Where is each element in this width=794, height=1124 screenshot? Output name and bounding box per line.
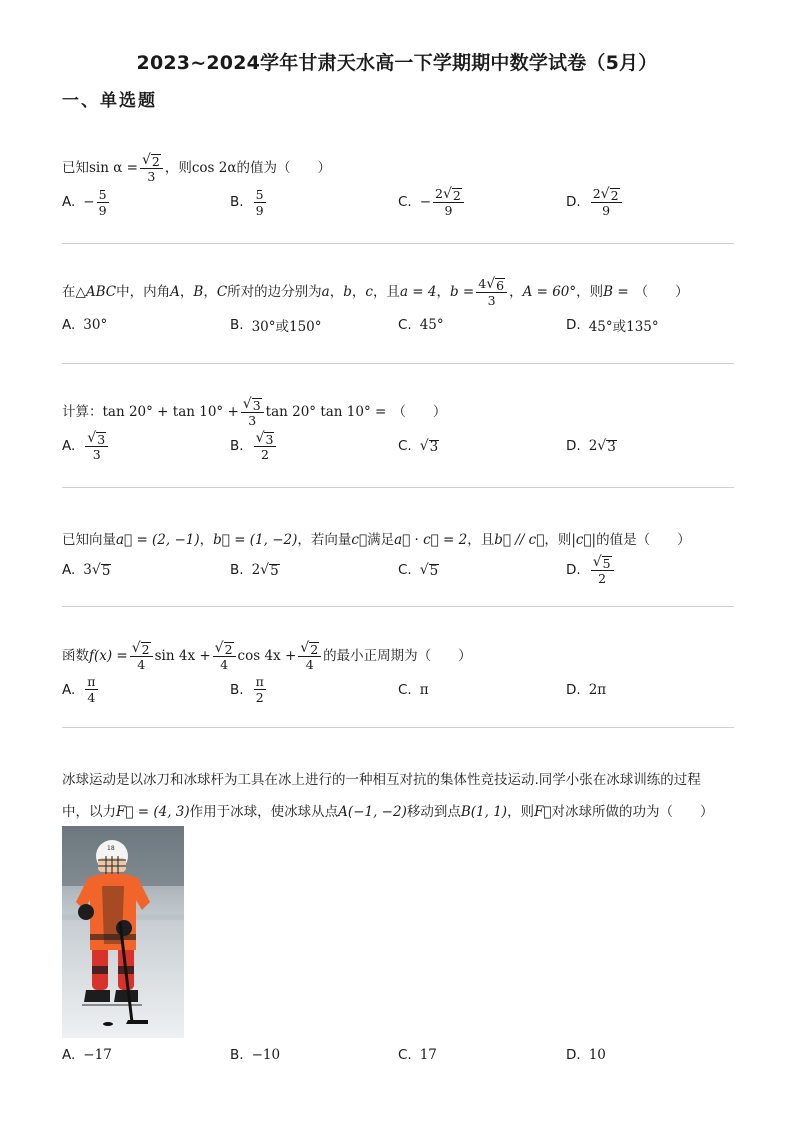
question-1 <box>62 152 734 218</box>
option-b[interactable]: B. √ 3 2 <box>230 430 398 462</box>
option-b[interactable]: B. 30°或150° <box>230 317 322 335</box>
question-5 <box>62 640 734 705</box>
question-4-options <box>62 554 734 586</box>
option-d[interactable]: D. 2π <box>566 681 607 698</box>
option-c[interactable]: C. √ 5 <box>398 562 439 579</box>
option-d[interactable]: D. 10 <box>566 1047 606 1063</box>
option-a[interactable]: A. 30° <box>62 317 108 333</box>
option-c[interactable]: C. √ 3 <box>398 438 439 455</box>
option-a[interactable]: A. 3 √ 5 <box>62 562 111 579</box>
divider <box>62 363 734 364</box>
question-6-options <box>62 1040 734 1070</box>
question-3-options <box>62 430 734 462</box>
option-c[interactable]: C. π <box>398 681 429 698</box>
ice-hockey-player-photo <box>62 826 184 1038</box>
option-b[interactable]: B. −10 <box>230 1047 281 1063</box>
hockey-player-illustration <box>62 826 184 1038</box>
option-b[interactable]: B. $\frac{\pi}{2}$ <box>230 674 264 705</box>
divider <box>62 487 734 488</box>
option-b[interactable]: B. 2 √ 5 <box>230 562 279 579</box>
option-a[interactable]: A. $\frac{\pi}{4}$ <box>62 674 96 705</box>
divider <box>62 727 734 728</box>
helmet-number: 18 <box>107 845 115 852</box>
question-4-stem: 已知向量 a⃗ = (2, −1) ， b⃗ = (1, −2) ，若向量 c⃗ 满足 a⃗ · c⃗ = 2 ，且 b⃗ // c⃗ ，则 |c⃗| 的值是（ ） <box>62 532 691 548</box>
question-1-stem: 已知 sin α = √ 2 3 ，则 cos 2α 的值为（ ） <box>62 152 331 184</box>
question-2-options <box>62 310 734 340</box>
question-2 <box>62 276 734 340</box>
question-6-options-wrap <box>62 1038 734 1070</box>
option-c[interactable]: C. − 2 √ 2 9 <box>398 186 566 218</box>
question-3 <box>62 396 734 462</box>
divider <box>62 606 734 607</box>
option-a[interactable]: A. √ 3 3 <box>62 430 230 462</box>
option-d[interactable]: D. 2 √ 2 9 <box>566 186 734 218</box>
option-a[interactable]: A. − $\frac{5}{9}$ <box>62 186 107 218</box>
option-c[interactable]: C. 17 <box>398 1047 437 1063</box>
question-3-stem: 计算： tan 20° + tan 10° + √ 3 3 tan 20° tan 10° = （ ） <box>62 396 447 428</box>
question-4 <box>62 528 734 586</box>
question-5-stem: 函数 f(x) = √ 2 4 sin 4x + √ 2 4 cos 4x + √ 2 4 的最小正周期为（ ） <box>62 640 472 672</box>
question-6-stem: 冰球运动是以冰刀和冰球杆为工具在冰上进行的一种相互对抗的集体性竞技运动.同学小张在冰球训练的过程 中，以力F⃗ = (4, 3)作用于冰球，使冰球从点A(−1, −2)移动到点B(1, 1)，则F⃗对冰球所做的功为（ ） <box>62 772 714 820</box>
question-2-stem: 在△ ABC 中，内角 A ， B ， C 所对的边分别为 a ， b ， c ，且 a = 4 ， b = 4 √ 6 3 ， A = 60° ，则 B = （ ） <box>62 276 689 308</box>
option-a[interactable]: A. −17 <box>62 1047 112 1063</box>
option-d[interactable]: D. 2 √ 3 <box>566 438 616 455</box>
question-6 <box>62 764 734 828</box>
option-d[interactable]: D. √ 5 2 <box>566 554 734 586</box>
section-title: 一、单选题 <box>62 91 157 111</box>
divider <box>62 243 734 244</box>
option-c[interactable]: C. 45° <box>398 317 444 333</box>
page-title: 2023~2024学年甘肃天水高一下学期期中数学试卷（5月） <box>136 52 658 74</box>
question-1-options <box>62 186 734 218</box>
fraction: √ 2 3 <box>140 152 163 184</box>
option-d[interactable]: D. 45°或135° <box>566 317 659 335</box>
option-b[interactable]: B. $\frac{5}{9}$ <box>230 186 264 218</box>
question-5-options <box>62 674 734 705</box>
